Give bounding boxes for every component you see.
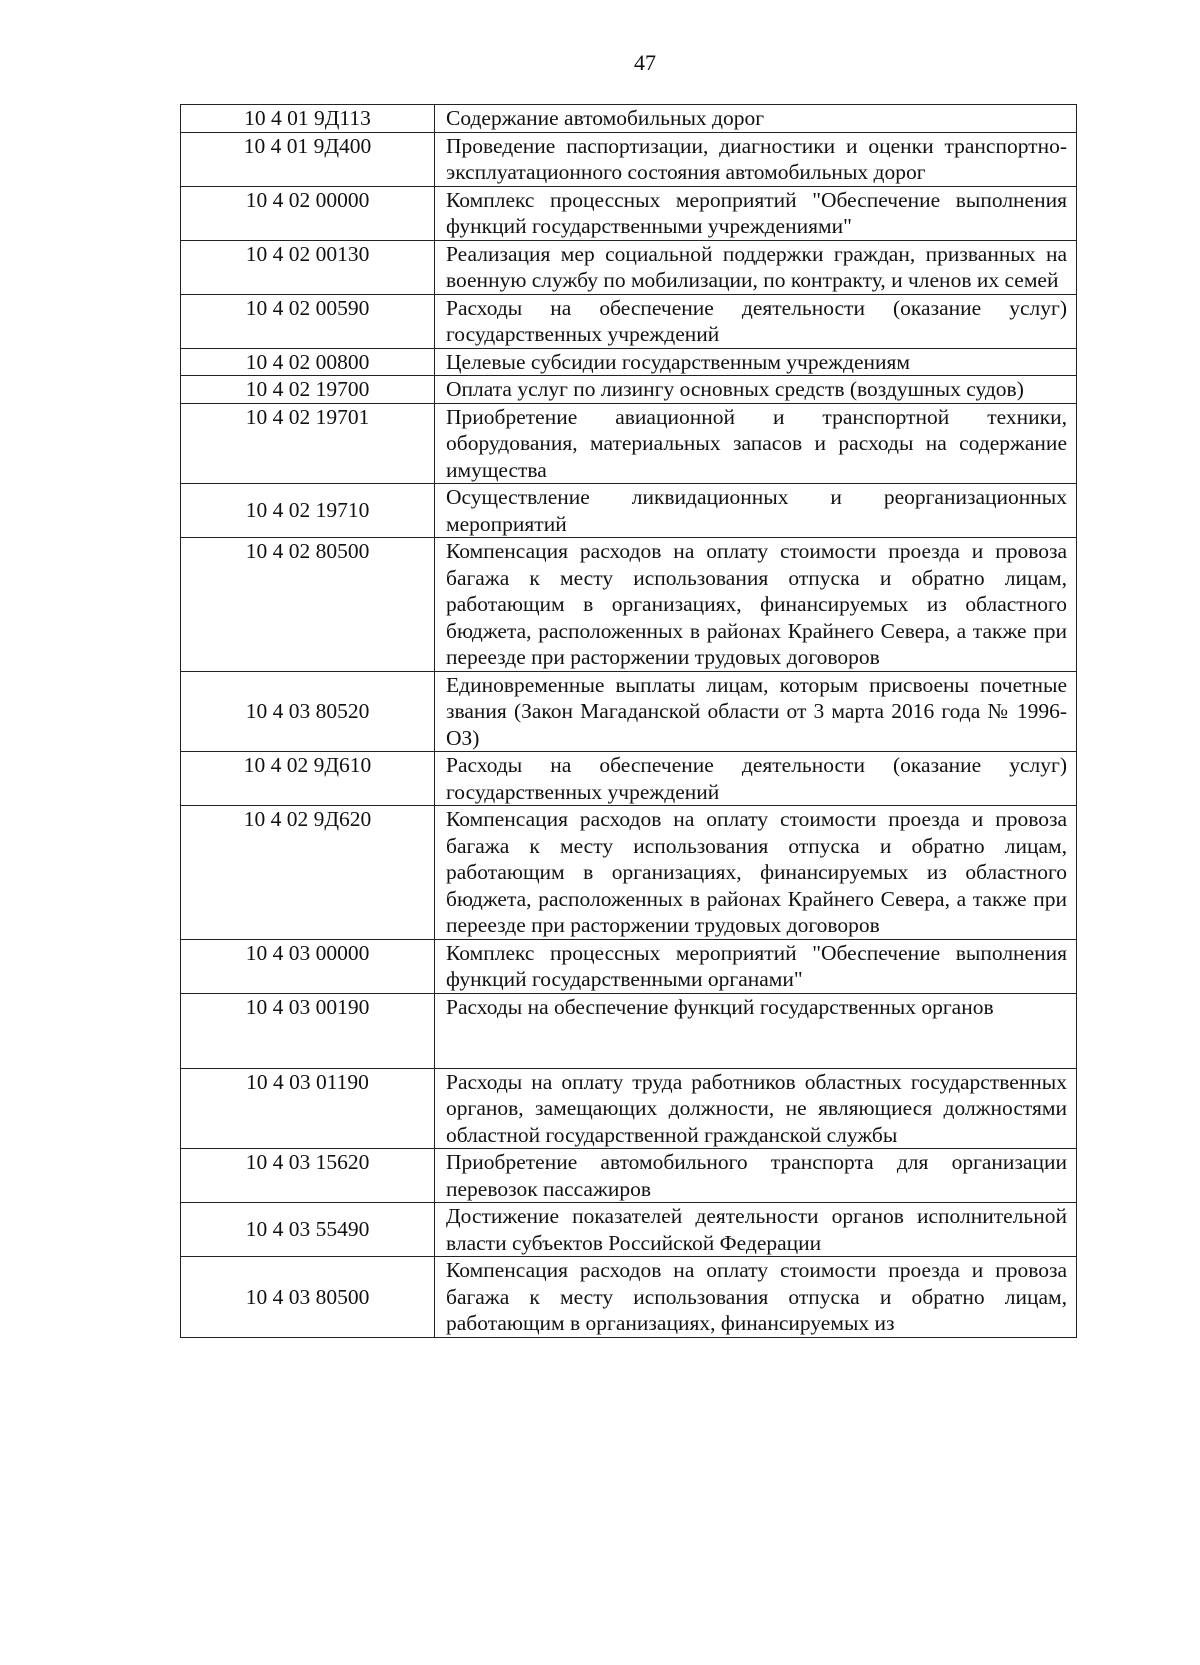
budget-code-table — [180, 104, 1077, 1338]
table-row — [181, 105, 1077, 133]
row-code: 10 4 03 15620 — [181, 1149, 435, 1203]
row-description: Расходы на обеспечение деятельности (оказание услуг) государственных учреждений — [435, 752, 1077, 806]
row-code: 10 4 03 80500 — [181, 1257, 435, 1338]
row-code: 10 4 02 19701 — [181, 403, 435, 484]
row-description: Содержание автомобильных дорог — [435, 105, 1077, 133]
row-description: Компенсация расходов на оплату стоимости проезда и провоза багажа к месту использования отпуска и обратно лицам, работающим в организациях, финансируемых из областного бюджета, расположенных в районах Крайнего Севера, а также при переезде при расторжении трудовых договоров — [435, 806, 1077, 940]
row-description: Проведение паспортизации, диагностики и оценки транспортно-эксплуатационного состояния автомобильных дорог — [435, 132, 1077, 186]
row-description: Осуществление ликвидационных и реорганизационных мероприятий — [435, 484, 1077, 538]
row-description: Единовременные выплаты лицам, которым присвоены почетные звания (Закон Магаданской области от 3 марта 2016 года № 1996-ОЗ) — [435, 671, 1077, 752]
table-row — [181, 806, 1077, 940]
row-description: Приобретение авиационной и транспортной техники, оборудования, материальных запасов и расходы на содержание имущества — [435, 403, 1077, 484]
table-row — [181, 671, 1077, 752]
row-description: Оплата услуг по лизингу основных средств (воздушных судов) — [435, 376, 1077, 404]
table-row — [181, 484, 1077, 538]
table-row — [181, 538, 1077, 672]
row-code: 10 4 03 00190 — [181, 993, 435, 1068]
table-row — [181, 1257, 1077, 1338]
row-description: Комплекс процессных мероприятий "Обеспечение выполнения функций государственными учреждениями" — [435, 186, 1077, 240]
row-code: 10 4 03 80520 — [181, 671, 435, 752]
row-code: 10 4 02 80500 — [181, 538, 435, 672]
table-row — [181, 1149, 1077, 1203]
table-row — [181, 403, 1077, 484]
row-description: Достижение показателей деятельности органов исполнительной власти субъектов Российской Федерации — [435, 1203, 1077, 1257]
table-row — [181, 752, 1077, 806]
row-description: Целевые субсидии государственным учреждениям — [435, 348, 1077, 376]
table-row — [181, 240, 1077, 294]
row-description: Расходы на обеспечение функций государственных органов — [435, 993, 1077, 1068]
table-row — [181, 1203, 1077, 1257]
row-code: 10 4 01 9Д113 — [181, 105, 435, 133]
row-code: 10 4 02 19710 — [181, 484, 435, 538]
row-code: 10 4 02 00590 — [181, 294, 435, 348]
row-code: 10 4 03 55490 — [181, 1203, 435, 1257]
row-description: Расходы на обеспечение деятельности (оказание услуг) государственных учреждений — [435, 294, 1077, 348]
table-row — [181, 939, 1077, 993]
row-code: 10 4 03 00000 — [181, 939, 435, 993]
row-code: 10 4 02 9Д610 — [181, 752, 435, 806]
row-description: Расходы на оплату труда работников областных государственных органов, замещающих должности, не являющиеся должностями областной государственной гражданской службы — [435, 1068, 1077, 1149]
table-row — [181, 132, 1077, 186]
table-row — [181, 294, 1077, 348]
table-row — [181, 348, 1077, 376]
row-code: 10 4 02 9Д620 — [181, 806, 435, 940]
row-code: 10 4 02 00800 — [181, 348, 435, 376]
table-row — [181, 376, 1077, 404]
row-description: Компенсация расходов на оплату стоимости проезда и провоза багажа к месту использования отпуска и обратно лицам, работающим в организациях, финансируемых из — [435, 1257, 1077, 1338]
table-row — [181, 1068, 1077, 1149]
row-code: 10 4 01 9Д400 — [181, 132, 435, 186]
table-row — [181, 186, 1077, 240]
row-description: Компенсация расходов на оплату стоимости проезда и провоза багажа к месту использования отпуска и обратно лицам, работающим в организациях, финансируемых из областного бюджета, расположенных в районах Крайнего Севера, а также при переезде при расторжении трудовых договоров — [435, 538, 1077, 672]
row-code: 10 4 03 01190 — [181, 1068, 435, 1149]
row-description: Реализация мер социальной поддержки граждан, призванных на военную службу по мобилизации, по контракту, и членов их семей — [435, 240, 1077, 294]
row-code: 10 4 02 00000 — [181, 186, 435, 240]
page-number: 47 — [634, 50, 656, 75]
row-code: 10 4 02 00130 — [181, 240, 435, 294]
row-description: Приобретение автомобильного транспорта для организации перевозок пассажиров — [435, 1149, 1077, 1203]
table-row — [181, 993, 1077, 1068]
row-description: Комплекс процессных мероприятий "Обеспечение выполнения функций государственными органами" — [435, 939, 1077, 993]
row-code: 10 4 02 19700 — [181, 376, 435, 404]
